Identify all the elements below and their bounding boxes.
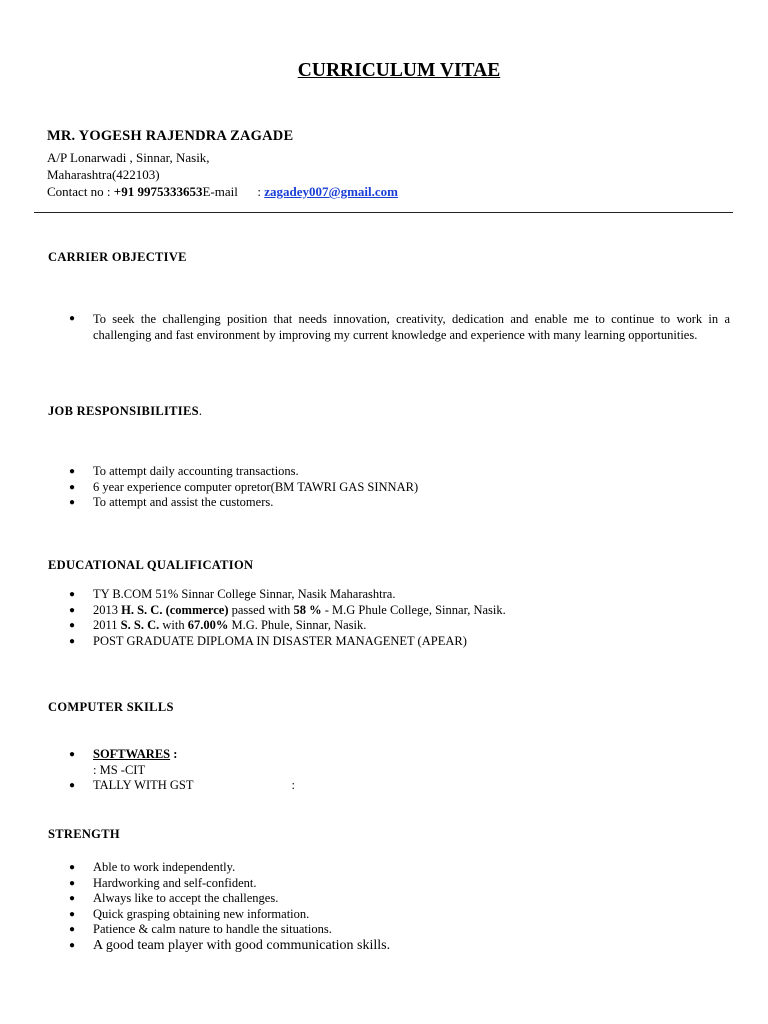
candidate-name: MR. YOGESH RAJENDRA ZAGADE — [47, 128, 294, 144]
list-item — [66, 634, 506, 650]
strength-heading: STRENGTH — [48, 827, 120, 841]
list-item: ● To attempt daily accounting transactions. — [66, 464, 418, 480]
objective-heading: CARRIER OBJECTIVE — [48, 250, 187, 264]
address-line-2: Maharashtra(422103) — [47, 167, 160, 182]
job-heading — [48, 404, 202, 419]
list-item: ● A good team player with good communication skills. — [66, 938, 390, 954]
education-heading: EDUCATIONAL QUALIFICATION — [48, 558, 254, 572]
softwares-label: SOFTWARES — [93, 747, 171, 761]
list-item — [66, 747, 295, 778]
list-item: ● Patience & calm nature to handle the situations. — [66, 922, 390, 938]
education-list — [66, 587, 506, 649]
list-item — [66, 618, 506, 634]
document-title: CURRICULUM VITAE — [297, 60, 501, 81]
phone-number: +91 9975333653 — [113, 184, 203, 199]
tally-item: TALLY WITH GST — [93, 778, 194, 792]
email-label: E-mail : — [202, 184, 265, 199]
emphasis-text: H. S. C. (commerce) — [121, 602, 229, 617]
ms-cit-item: : MS -CIT — [93, 762, 146, 777]
emphasis-text: 67.00% — [187, 618, 229, 632]
item-text: 2013 — [93, 602, 122, 617]
list-item: ● Always like to accept the challenges. — [66, 891, 390, 907]
job-heading-period: . — [198, 404, 203, 418]
list-item: ● To seek the challenging position that needs innovation, creativity, dedication and enable me to continue to work in a challenging and fast environment by improving my current knowledge and experience with many learning opportunities. — [66, 311, 730, 343]
list-item: ● To attempt and assist the customers. — [66, 495, 418, 511]
item-text: POST GRADUATE DIPLOMA IN DISASTER MANAGENET (APEAR) — [93, 633, 467, 648]
softwares-colon: : — [170, 747, 178, 761]
job-list — [66, 464, 418, 511]
contact-label: Contact no : — [47, 184, 114, 199]
item-text: 2011 — [93, 618, 121, 632]
tally-colon: : — [291, 778, 295, 792]
computer-skills-heading: COMPUTER SKILLS — [48, 700, 174, 714]
item-text: - M.G Phule College, Sinnar, Nasik. — [321, 602, 506, 617]
list-item — [66, 587, 506, 603]
item-text: M.G. Phule, Sinnar, Nasik. — [228, 618, 367, 632]
emphasis-text: S. S. C. — [120, 618, 160, 632]
email-link[interactable]: zagadey007@gmail.com — [264, 184, 398, 199]
objective-list — [66, 311, 730, 343]
item-text: with — [159, 618, 188, 632]
list-item — [66, 778, 295, 794]
strength-list — [66, 860, 390, 953]
list-item: ● Hardworking and self-confident. — [66, 876, 390, 892]
job-heading-text: JOB RESPONSIBILITIES — [48, 404, 199, 418]
address-line-1: A/P Lonarwadi , Sinnar, Nasik, — [47, 150, 210, 165]
item-text: TY B.COM 51% Sinnar College Sinnar, Nasik Maharashtra. — [93, 587, 396, 601]
list-item: ● Quick grasping obtaining new information. — [66, 907, 390, 923]
list-item — [66, 603, 506, 619]
list-item: ● 6 year experience computer opretor(BM TAWRI GAS SINNAR) — [66, 480, 418, 496]
item-text: passed with — [228, 602, 294, 617]
computer-skills-list — [66, 747, 295, 794]
header-divider — [34, 212, 733, 213]
list-item: ● Able to work independently. — [66, 860, 390, 876]
contact-line — [47, 183, 398, 200]
emphasis-text: 58 % — [293, 602, 322, 617]
